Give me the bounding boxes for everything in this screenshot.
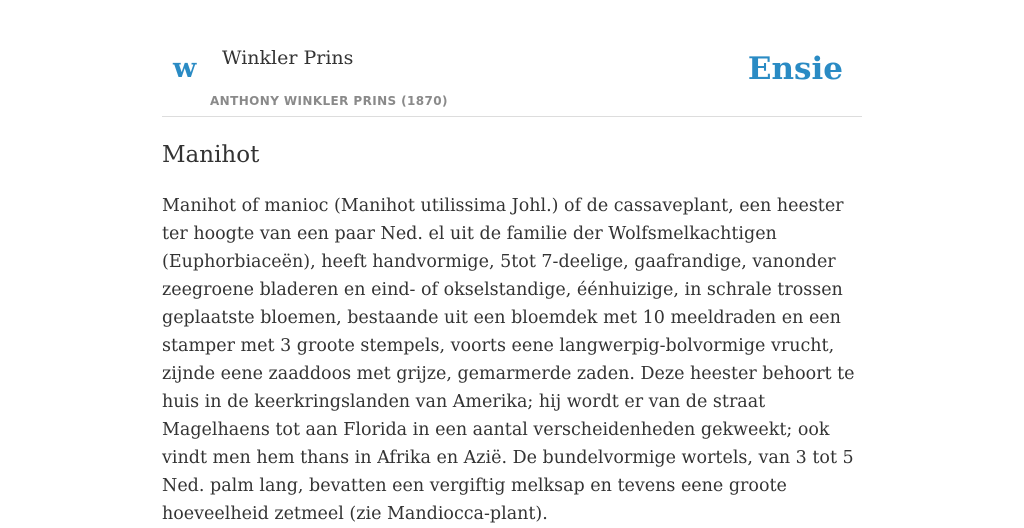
source-title[interactable]: Winkler Prins bbox=[222, 47, 354, 69]
entry-text: Manihot of manioc (Manihot utilissima Johl.) of de cassaveplant, een heester ter hoogte van een paar Ned. el uit de familie der Wolfsmelkachtigen (Euphorbiaceën), heeft handvormige, 5tot 7-deelige, gaafrandige, vanonder zeegroene bladeren en eind- of okselstandige, éénhuizige, in schrale trossen geplaatste bloemen, bestaande uit een bloemdek met 10 meeldraden en een stamper met 3 groote stempels, voorts eene langwerpig-bolvormige vrucht, zijnde eene zaaddoos met grijze, gemarmerde zaden. Deze heester behoort te huis in de keerkringslanden van Amerika; hij wordt er van de straat Magelhaens tot aan Florida in een aantal verscheidenheden gekweekt; ook vindt men hem thans in Afrika en Azië. De bundelvormige wortels, van 3 tot 5 Ned. palm lang, bevatten een vergiftig melksap en tevens eene groote hoeveelheid zetmeel (zie Mandiocca-plant). bbox=[162, 196, 855, 524]
brand-logo[interactable]: Ensie bbox=[747, 51, 843, 87]
source-logo[interactable]: w bbox=[173, 53, 197, 84]
entry-title: Manihot bbox=[162, 142, 260, 168]
article-page bbox=[162, 0, 862, 524]
source-subtitle: ANTHONY WINKLER PRINS (1870) bbox=[210, 94, 448, 108]
source-header bbox=[162, 0, 862, 117]
